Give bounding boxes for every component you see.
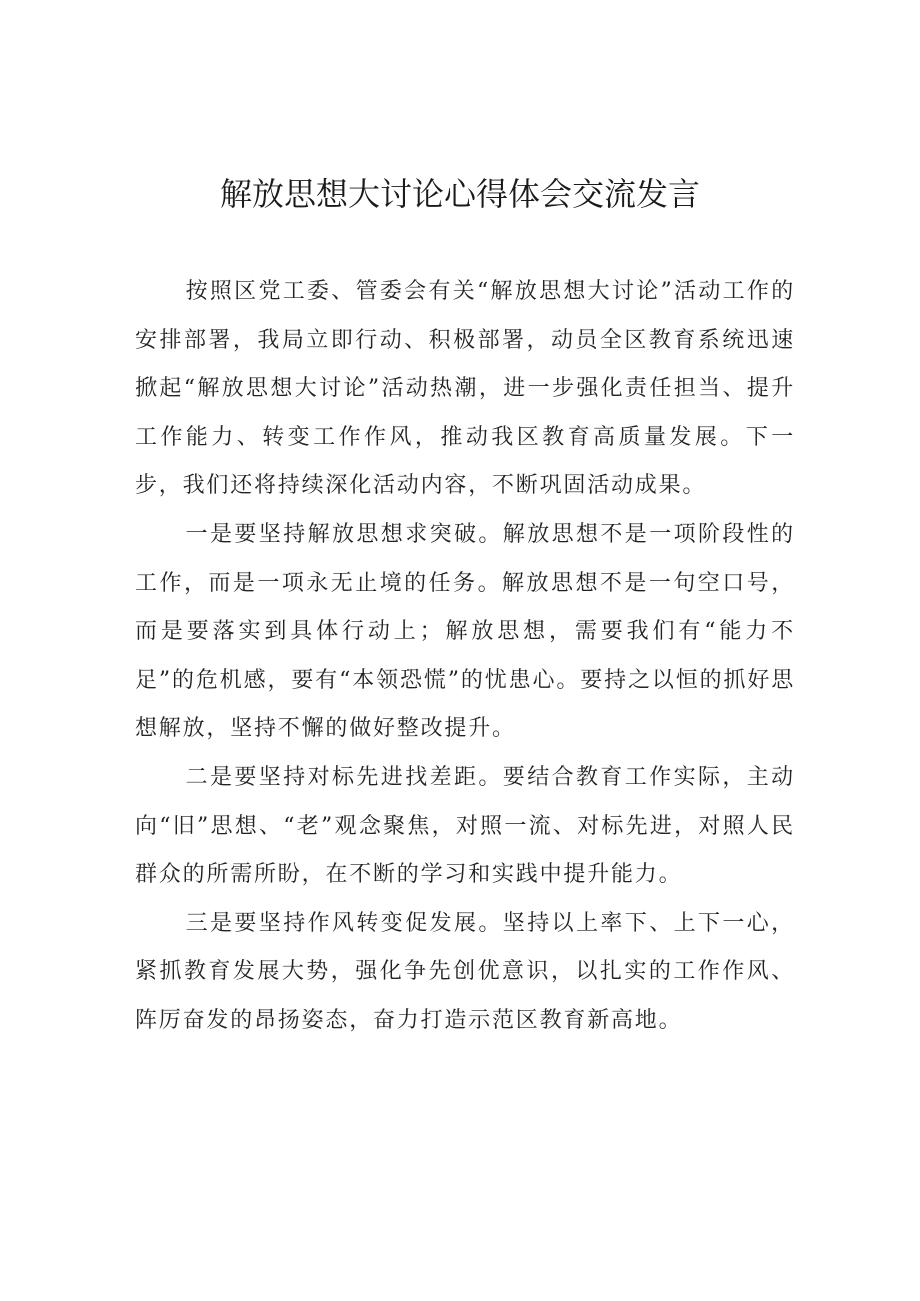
document-title: 解放思想大讨论心得体会交流发言 (219, 175, 700, 213)
paragraph-point-one: 一是要坚持解放思想求突破。解放思想不是一项阶段性的工作，而是一项永无止境的任务。解放思想不是一句空口号，而是要落实到具体行动上；解放思想，需要我们有“能力不足”的危机感，要有“本领恐慌”的忧患心。要持之以恒的抓好思想解放，坚持不懈的做好整改提升。 (135, 521, 795, 742)
paragraph-point-three: 三是要坚持作风转变促发展。坚持以上率下、上下一心，紧抓教育发展大势，强化争先创优意识，以扎实的工作作风、阵厉奋发的昂扬姿态，奋力打造示范区教育新高地。 (135, 910, 795, 1033)
paragraph-intro: 按照区党工委、管委会有关“解放思想大讨论”活动工作的安排部署，我局立即行动、积极部署，动员全区教育系统迅速掀起“解放思想大讨论”活动热潮，进一步强化责任担当、提升工作能力、转变工作作风，推动我区教育高质量发展。下一步，我们还将持续深化活动内容，不断巩固活动成果。 (135, 279, 795, 499)
paragraph-point-two: 二是要坚持对标先进找差距。要结合教育工作实际，主动向“旧”思想、“老”观念聚焦，对照一流、对标先进，对照人民群众的所需所盼，在不断的学习和实践中提升能力。 (135, 764, 795, 888)
document-body (135, 268, 795, 1046)
